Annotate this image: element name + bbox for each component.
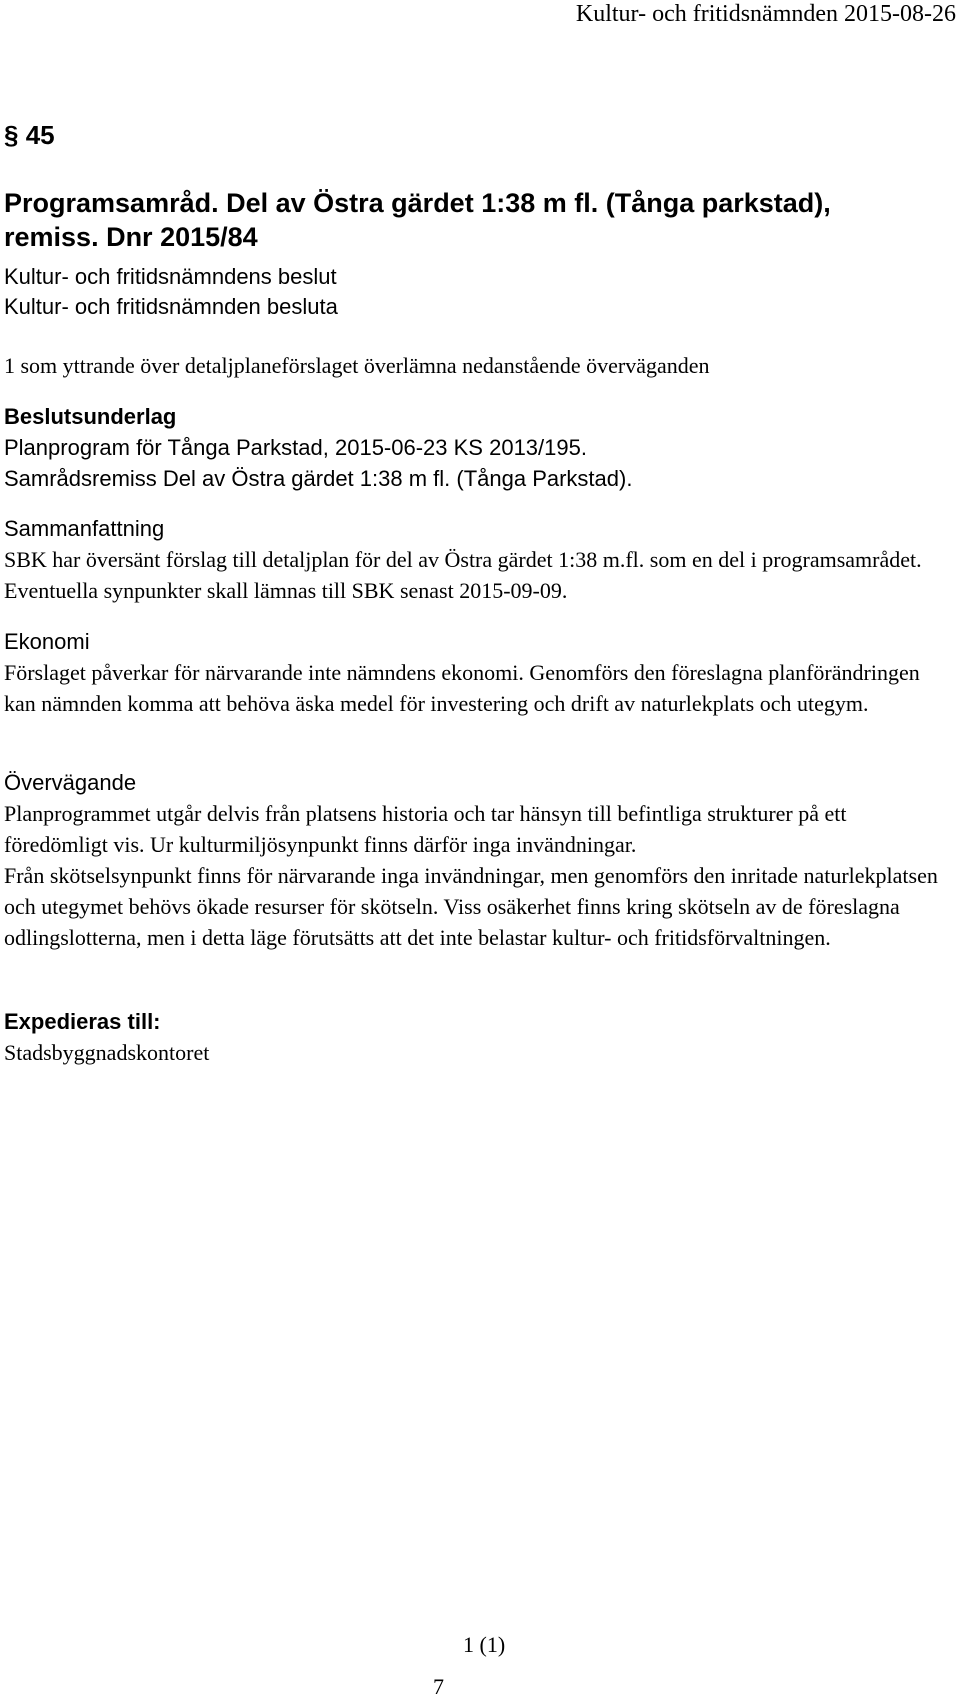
page-number: 7 (433, 1674, 444, 1699)
basis-line-1: Planprogram för Tånga Parkstad, 2015-06-23 KS 2013/195. (4, 435, 587, 460)
consideration-section (4, 768, 952, 953)
summary-body (4, 544, 952, 606)
page-title (4, 186, 944, 254)
basis-heading: Beslutsunderlag (4, 404, 177, 429)
economy-section (4, 627, 952, 719)
section-value: 45 (25, 120, 55, 150)
consideration-paragraph-1: Planprogrammet utgår delvis från platsens historia och tar hänsyn till befintliga strukturer på ett föredömligt vis. Ur kulturmiljösynpunkt finns därför inga invändningar. (4, 801, 847, 857)
section-number (4, 120, 55, 150)
consideration-paragraph-2: Från skötselsynpunkt finns för närvarande inga invändningar, men genomförs den inritade naturlekplatsen och utegymet behövs ökade resurser för skötseln. Viss osäkerhet finns kring skötseln av de föreslagna odlingslotterna, men i detta läge förutsätts att det inte belastar kultur- och fritidsförvaltningen. (4, 863, 938, 950)
consideration-body (4, 798, 952, 953)
basis-section (4, 402, 952, 494)
page-title-line-2: remiss. Dnr 2015/84 (4, 222, 258, 252)
economy-text: Förslaget påverkar för närvarande inte nämndens ekonomi. Genomförs den föreslagna planförändringen kan nämnden komma att behöva äska medel för investering och drift av naturlekplats och utegym. (4, 660, 920, 716)
decision-item-text: 1 som yttrande över detaljplaneförslaget överlämna nedanstående överväganden (4, 353, 710, 378)
page-of-total: 1 (1) (463, 1632, 506, 1657)
economy-body (4, 657, 952, 719)
economy-heading: Ekonomi (4, 629, 90, 654)
basis-body (4, 432, 952, 494)
decision-item (4, 350, 952, 381)
summary-heading: Sammanfattning (4, 516, 165, 541)
summary-text: SBK har översänt förslag till detaljplan för del av Östra gärdet 1:38 m.fl. som en del i programsamrådet. Eventuella synpunkter skall lämnas till SBK senast 2015-09-09. (4, 547, 922, 603)
dispatch-recipient: Stadsbyggnadskontoret (4, 1040, 210, 1065)
decision-heading: Kultur- och fritidsnämndens beslut (4, 264, 337, 289)
section-symbol: § (4, 120, 19, 150)
page-title-line-1: Programsamråd. Del av Östra gärdet 1:38 m fl. (Tånga parkstad), (4, 188, 831, 218)
consideration-heading: Övervägande (4, 770, 137, 795)
summary-section (4, 514, 952, 606)
document-header: Kultur- och fritidsnämnden 2015-08-26 (575, 1, 956, 27)
decision-subheading: Kultur- och fritidsnämnden besluta (4, 294, 338, 319)
dispatch-section (4, 1007, 952, 1068)
decision-section (4, 262, 952, 322)
dispatch-heading: Expedieras till: (4, 1009, 161, 1034)
dispatch-body (4, 1037, 952, 1068)
basis-line-2: Samrådsremiss Del av Östra gärdet 1:38 m fl. (Tånga Parkstad). (4, 466, 633, 491)
